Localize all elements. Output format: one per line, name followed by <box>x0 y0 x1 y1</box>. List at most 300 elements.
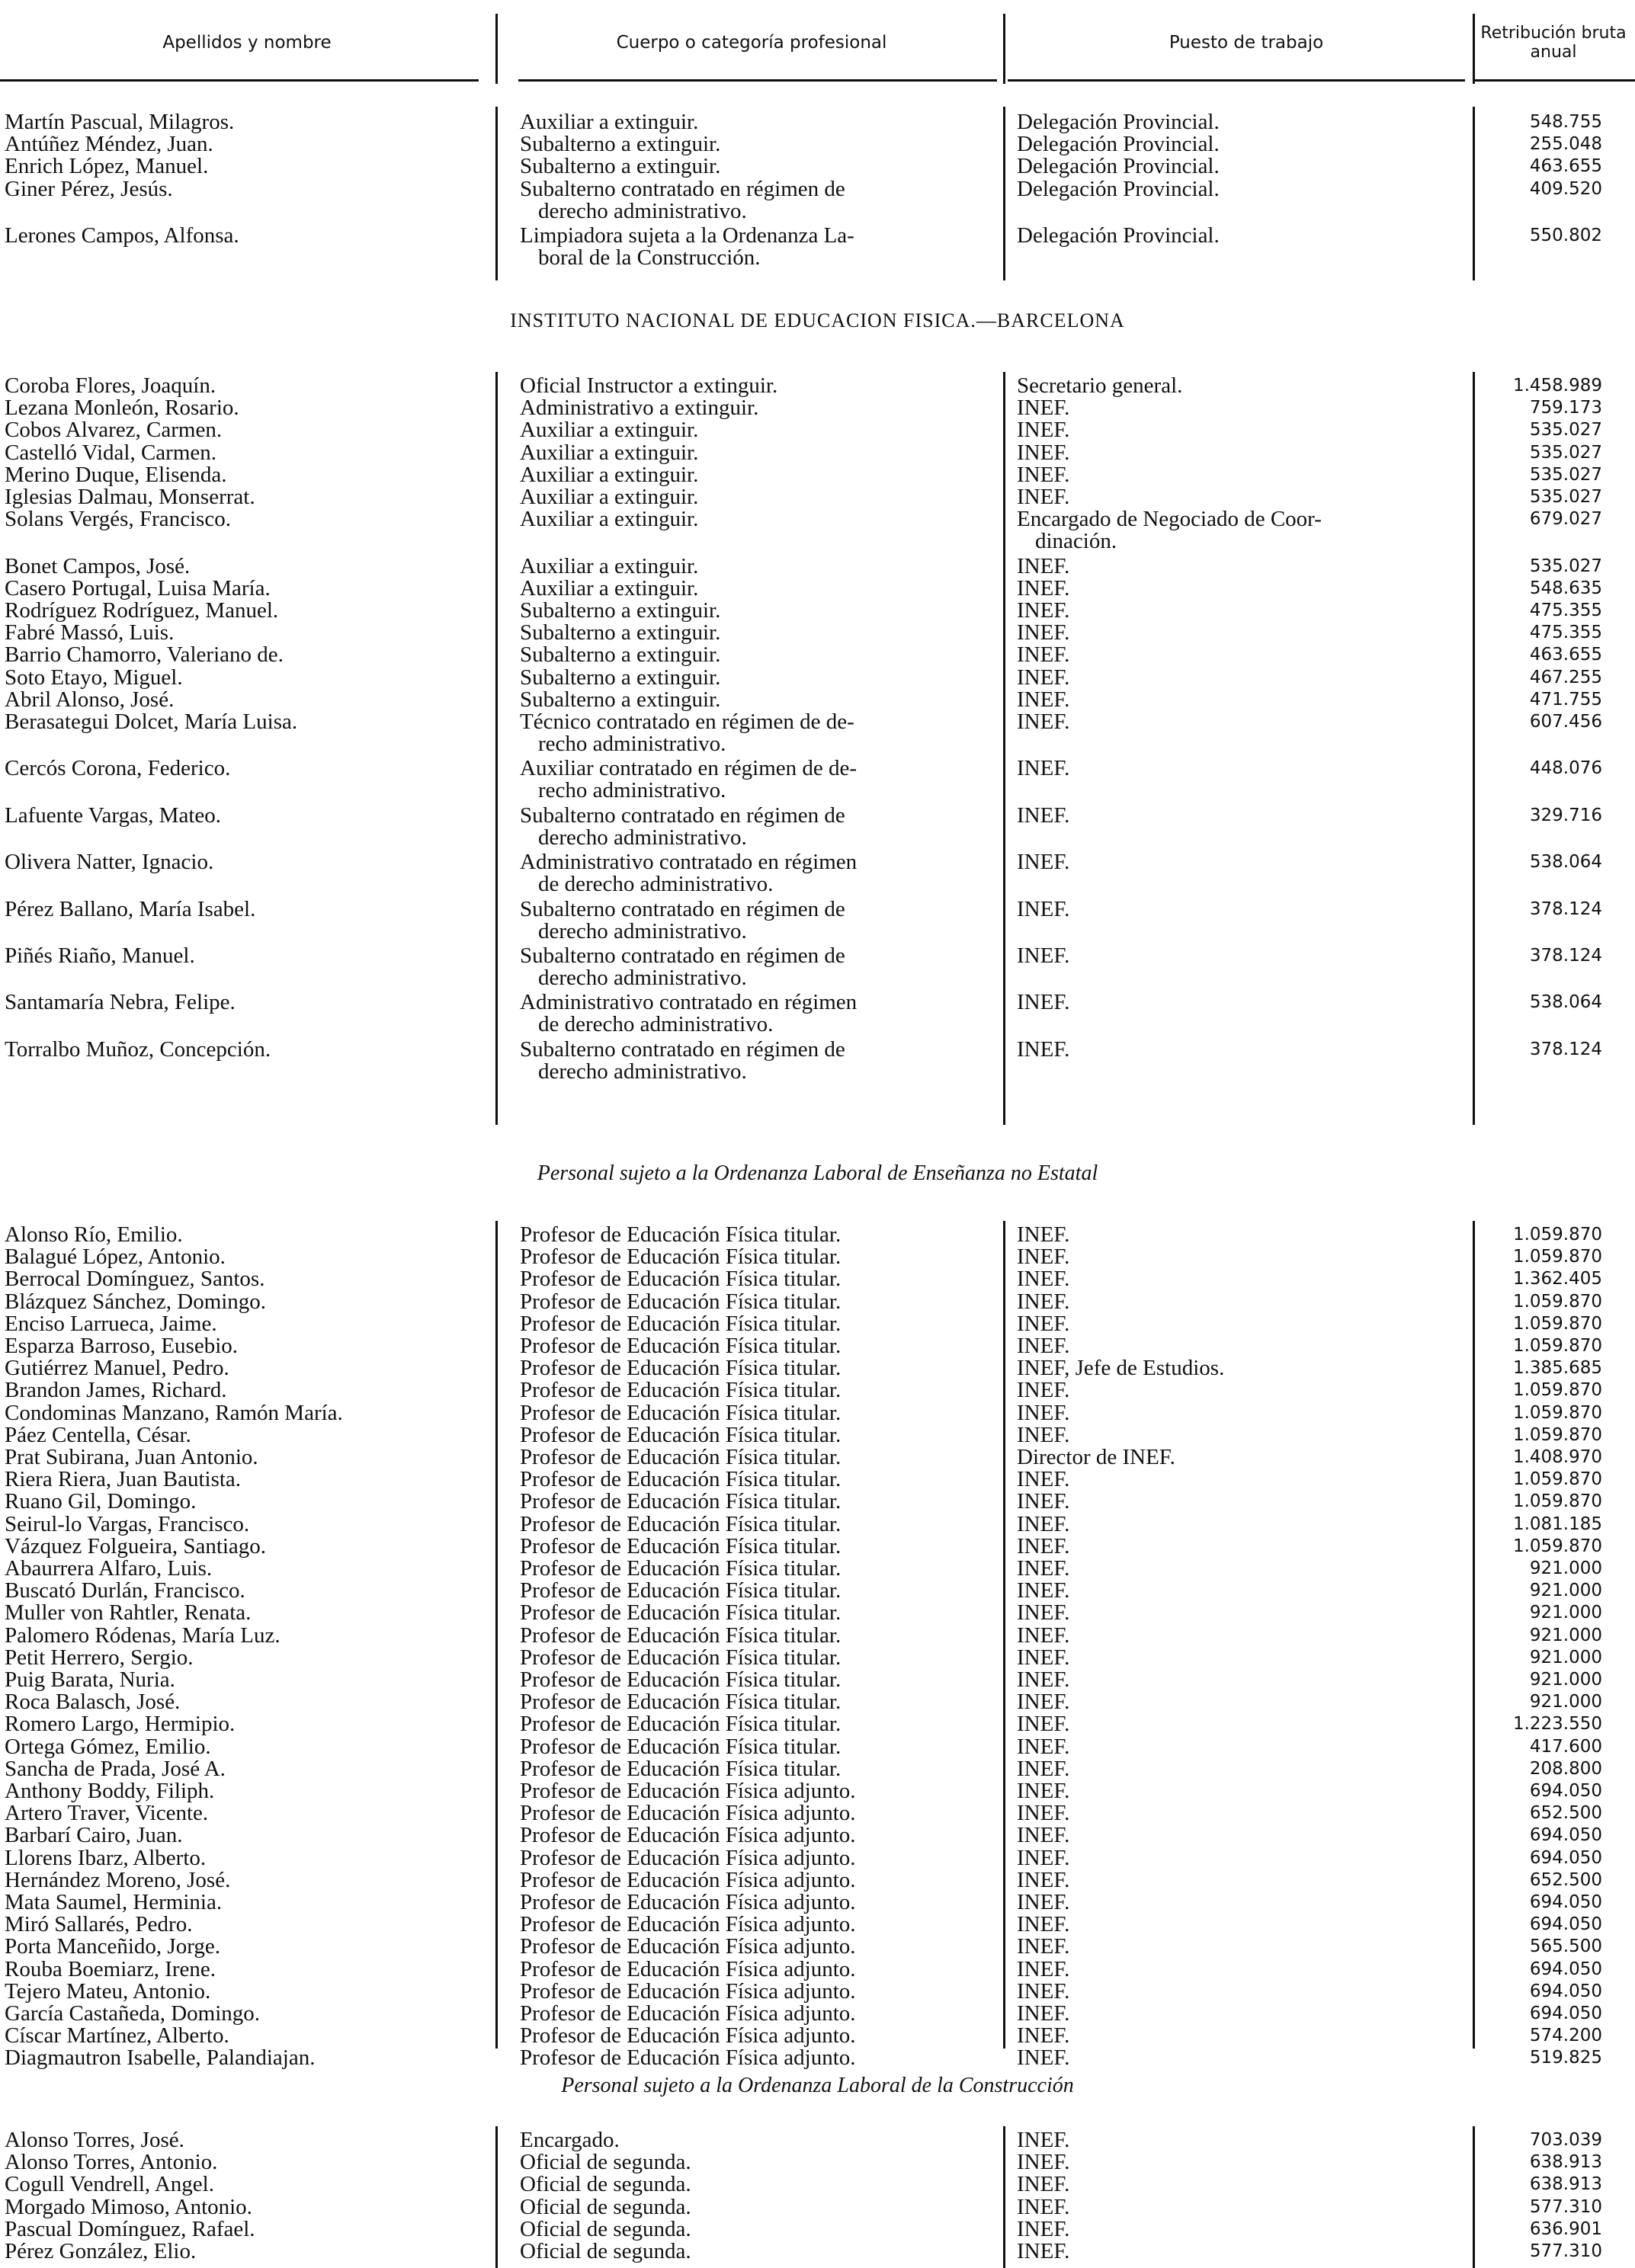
employee-category <box>520 667 1000 689</box>
annual-pay: 694.050 <box>1529 1825 1602 1846</box>
category-text: Profesor de Educación Física titular. <box>520 1422 842 1447</box>
post-text: INEF. <box>1017 2128 1070 2152</box>
annual-pay: 1.059.870 <box>1512 1402 1602 1423</box>
post-text: INEF. <box>1017 418 1070 443</box>
employee-name: Prat Subirana, Juan Antonio. <box>5 1446 258 1469</box>
post-text: INEF. <box>1017 440 1070 465</box>
category-text: Profesor de Educación Física titular. <box>520 1756 842 1781</box>
employee-name: Alonso Torres, Antonio. <box>5 2151 218 2174</box>
employee-category <box>520 225 1000 269</box>
employee-category <box>520 2174 1000 2196</box>
employee-category <box>520 575 1000 601</box>
employee-category <box>520 945 1000 989</box>
employee-post <box>1017 1291 1467 1313</box>
employee-category <box>520 622 1000 644</box>
category-text: Administrativo contratado en régimen <box>520 850 858 875</box>
post-text: INEF. <box>1017 1845 1070 1870</box>
post-text: INEF. <box>1017 1956 1070 1981</box>
category-text: Subalterno contratado en régimen de <box>520 176 845 201</box>
employee-post <box>1017 1956 1467 1981</box>
category-continuation: derecho administrativo. <box>538 1059 747 1084</box>
employee-name: Blázquez Sánchez, Domingo. <box>5 1290 267 1313</box>
category-text: Profesor de Educación Física adjunto. <box>520 1978 856 2004</box>
category-continuation: recho administrativo. <box>538 778 726 803</box>
employee-post <box>1017 1224 1467 1246</box>
category-text: Profesor de Educación Física titular. <box>520 1533 842 1558</box>
employee-category <box>520 2129 1000 2151</box>
annual-pay: 1.059.870 <box>1512 1247 1602 1267</box>
category-text: Oficial de segunda. <box>520 2216 691 2241</box>
employee-category <box>520 1647 1000 1669</box>
employee-name: Soto Etayo, Miguel. <box>5 666 183 689</box>
employee-category <box>520 758 1000 802</box>
category-text: Limpiadora sujeta a la Ordenanza La- <box>520 223 854 248</box>
annual-pay: 1.059.870 <box>1512 1225 1602 1245</box>
category-text: Profesor de Educación Física titular. <box>520 1645 842 1670</box>
post-text: INEF. <box>1017 687 1070 712</box>
category-text: Subalterno a extinguir. <box>520 642 721 668</box>
category-text: Profesor de Educación Física titular. <box>520 1289 842 1314</box>
post-text: INEF. <box>1017 642 1070 668</box>
annual-pay: 638.913 <box>1529 2152 1602 2173</box>
employee-category <box>520 1533 1000 1558</box>
employee-name: Miró Sallarés, Pedro. <box>5 1914 193 1936</box>
annual-pay: 548.635 <box>1529 578 1602 598</box>
employee-post <box>1017 1469 1467 1491</box>
annual-pay: 208.800 <box>1529 1758 1602 1779</box>
post-text: INEF. <box>1017 396 1070 421</box>
employee-post <box>1017 1602 1467 1624</box>
employee-category <box>520 1625 1000 1647</box>
employee-category <box>520 2003 1000 2025</box>
annual-pay: 550.802 <box>1529 226 1602 245</box>
post-text: INEF. <box>1017 1978 1070 2004</box>
employee-name: Cercós Corona, Federico. <box>5 758 231 780</box>
employee-category <box>520 1424 1000 1446</box>
employee-name: Enrich López, Manuel. <box>5 155 209 178</box>
employee-category <box>520 2025 1000 2047</box>
employee-name: Pérez González, Elio. <box>5 2241 197 2263</box>
category-text: Auxiliar a extinguir. <box>520 575 699 601</box>
annual-pay: 378.124 <box>1529 1039 1602 1059</box>
employee-category <box>520 1602 1000 1624</box>
employee-category <box>520 600 1000 622</box>
post-text: INEF. <box>1017 1400 1070 1425</box>
header-post: Puesto de trabajo <box>1169 33 1324 53</box>
post-text: INEF. <box>1017 1578 1070 1603</box>
category-text: Subalterno a extinguir. <box>520 687 721 712</box>
column-divider <box>1003 1221 1005 2049</box>
employee-category <box>520 1313 1000 1335</box>
employee-post <box>1017 644 1467 666</box>
employee-post <box>1017 2047 1467 2069</box>
header-rule <box>518 79 997 82</box>
annual-pay: 1.458.989 <box>1512 376 1602 396</box>
annual-pay: 1.059.870 <box>1512 1336 1602 1356</box>
post-text: INEF. <box>1017 1533 1070 1558</box>
employee-category <box>520 991 1000 1036</box>
post-text: INEF, Jefe de Estudios. <box>1017 1356 1225 1381</box>
annual-pay: 921.000 <box>1529 1692 1602 1712</box>
employee-name: Casero Portugal, Luisa María. <box>5 577 271 600</box>
employee-post <box>1017 1036 1467 1062</box>
employee-name: Anthony Boddy, Filiph. <box>5 1780 215 1802</box>
employee-category <box>520 1736 1000 1758</box>
annual-pay: 921.000 <box>1529 1670 1602 1690</box>
post-continuation: dinación. <box>1035 529 1117 554</box>
annual-pay: 679.027 <box>1529 509 1602 530</box>
employee-name: Fabré Massó, Luis. <box>5 622 175 645</box>
employee-name: Sancha de Prada, José A. <box>5 1757 226 1780</box>
annual-pay: 1.223.550 <box>1512 1714 1602 1735</box>
employee-category <box>520 1335 1000 1357</box>
post-text: INEF. <box>1017 1934 1070 1959</box>
category-text: Profesor de Educación Física titular. <box>520 1489 842 1514</box>
employee-post <box>1017 1736 1467 1758</box>
annual-pay: 1.385.685 <box>1512 1358 1602 1379</box>
employee-name: Muller von Rahtler, Renata. <box>5 1602 252 1625</box>
employee-category <box>520 1036 1000 1084</box>
category-text: Profesor de Educación Física adjunto. <box>520 1779 856 1803</box>
employee-name: Seirul-lo Vargas, Francisco. <box>5 1513 250 1536</box>
annual-pay: 471.755 <box>1529 689 1602 710</box>
employee-category <box>520 689 1000 711</box>
employee-post <box>1017 111 1467 133</box>
employee-name: Mata Saumel, Herminia. <box>5 1892 223 1914</box>
category-text: Profesor de Educación Física adjunto. <box>520 2001 856 2026</box>
employee-category <box>520 1491 1000 1513</box>
employee-post <box>1017 155 1467 178</box>
employee-post <box>1017 991 1467 1014</box>
employee-post <box>1017 1869 1467 1892</box>
header-rule <box>1475 79 1635 82</box>
employee-post <box>1017 2196 1467 2218</box>
employee-category <box>520 442 1000 464</box>
employee-post <box>1017 1713 1467 1735</box>
employee-category <box>520 1379 1000 1401</box>
employee-name: Porta Manceñido, Jorge. <box>5 1936 220 1959</box>
column-divider <box>1003 372 1005 1125</box>
annual-pay: 921.000 <box>1529 1647 1602 1667</box>
post-text: INEF. <box>1017 1712 1070 1737</box>
category-text: Profesor de Educación Física titular. <box>520 1623 842 1648</box>
employee-post <box>1017 1511 1467 1536</box>
post-text: INEF. <box>1017 1734 1070 1759</box>
employee-post <box>1017 1491 1467 1513</box>
employee-name: Antúñez Méndez, Juan. <box>5 133 213 156</box>
category-text: Profesor de Educación Física adjunto. <box>520 1956 856 1981</box>
post-text: INEF. <box>1017 1801 1070 1826</box>
column-divider <box>1473 2126 1475 2268</box>
employee-category <box>520 1402 1000 1424</box>
employee-name: Tejero Mateu, Antonio. <box>5 1980 211 2003</box>
employee-post <box>1017 442 1467 464</box>
column-divider <box>495 14 498 84</box>
category-text: Profesor de Educación Física adjunto. <box>520 2023 856 2049</box>
annual-pay: 535.027 <box>1529 464 1602 485</box>
employee-category <box>520 1558 1000 1580</box>
employee-category <box>520 1824 1000 1847</box>
employee-name: Alonso Río, Emilio. <box>5 1224 183 1246</box>
annual-pay: 463.655 <box>1529 156 1602 177</box>
employee-name: Ortega Gómez, Emilio. <box>5 1735 211 1758</box>
employee-category <box>520 1780 1000 1802</box>
category-text: Profesor de Educación Física titular. <box>520 1511 842 1536</box>
annual-pay: 703.039 <box>1529 2130 1602 2150</box>
post-text: INEF. <box>1017 1690 1070 1715</box>
category-continuation: de derecho administrativo. <box>538 1012 774 1037</box>
column-divider <box>1473 107 1475 280</box>
category-text: Profesor de Educación Física titular. <box>520 1356 842 1381</box>
annual-pay: 921.000 <box>1529 1558 1602 1578</box>
column-divider <box>495 2126 498 2268</box>
post-text: INEF. <box>1017 2150 1070 2175</box>
category-text: Profesor de Educación Física adjunto. <box>520 2045 856 2071</box>
header-rule <box>0 79 479 82</box>
category-continuation: derecho administrativo. <box>538 966 747 990</box>
employee-name: Berrocal Domínguez, Santos. <box>5 1268 265 1291</box>
employee-category <box>520 1758 1000 1780</box>
employee-category <box>520 397 1000 419</box>
employee-post <box>1017 1758 1467 1780</box>
header-pay: Retribución bruta anual <box>1480 24 1627 62</box>
post-text: INEF. <box>1017 710 1070 734</box>
annual-pay: 548.755 <box>1529 112 1602 132</box>
category-text: Auxiliar a extinguir. <box>520 553 699 578</box>
employee-post <box>1017 575 1467 601</box>
category-text: Auxiliar a extinguir. <box>520 462 699 487</box>
category-text: Profesor de Educación Física titular. <box>520 1556 842 1581</box>
employee-name: Hernández Moreno, José. <box>5 1869 231 1892</box>
employee-name: Torralbo Muñoz, Concepción. <box>5 1038 271 1061</box>
category-continuation: derecho administrativo. <box>538 198 747 223</box>
employee-name: Lafuente Vargas, Mateo. <box>5 804 221 827</box>
employee-category <box>520 464 1000 486</box>
employee-post <box>1017 1558 1467 1580</box>
category-text: Administrativo a extinguir. <box>520 396 759 421</box>
post-text: INEF. <box>1017 1600 1070 1626</box>
employee-name: Bonet Campos, José. <box>5 555 191 578</box>
post-text: Delegación Provincial. <box>1017 110 1220 134</box>
category-text: Auxiliar a extinguir. <box>520 507 699 532</box>
employee-name: Cogull Vendrell, Angel. <box>5 2174 214 2196</box>
category-text: Auxiliar a extinguir. <box>520 418 699 443</box>
employee-category <box>520 111 1000 133</box>
category-text: Subalterno a extinguir. <box>520 132 721 157</box>
category-text: Profesor de Educación Física titular. <box>520 1734 842 1759</box>
employee-name: Iglesias Dalmau, Monserrat. <box>5 486 255 508</box>
category-text: Auxiliar a extinguir. <box>520 440 699 465</box>
annual-pay: 475.355 <box>1529 623 1602 643</box>
employee-post <box>1017 1691 1467 1713</box>
post-text: INEF. <box>1017 1823 1070 1848</box>
employee-name: Castelló Vidal, Carmen. <box>5 441 217 464</box>
employee-category <box>520 1268 1000 1290</box>
employee-name: Rodríguez Rodríguez, Manuel. <box>5 600 279 622</box>
employee-name: Coroba Flores, Joaquín. <box>5 375 216 397</box>
column-divider <box>1473 372 1475 1125</box>
employee-category <box>520 1978 1000 2004</box>
category-text: Profesor de Educación Física titular. <box>520 1578 842 1603</box>
employee-name: Alonso Torres, José. <box>5 2129 184 2151</box>
post-text: INEF. <box>1017 1334 1070 1358</box>
category-text: Oficial Instructor a extinguir. <box>520 373 778 398</box>
employee-category <box>520 644 1000 666</box>
category-text: Profesor de Educación Física titular. <box>520 1690 842 1715</box>
post-text: INEF. <box>1017 1623 1070 1648</box>
category-text: Profesor de Educación Física titular. <box>520 1245 842 1270</box>
employee-post <box>1017 1424 1467 1446</box>
category-continuation: recho administrativo. <box>538 732 726 756</box>
header-rule <box>1008 79 1465 82</box>
employee-post <box>1017 1892 1467 1914</box>
annual-pay: 535.027 <box>1529 556 1602 576</box>
post-text: INEF. <box>1017 1036 1070 1062</box>
employee-post <box>1017 1357 1467 1379</box>
annual-pay: 694.050 <box>1529 1847 1602 1868</box>
employee-post <box>1017 1802 1467 1824</box>
employee-category <box>520 178 1000 223</box>
employee-post <box>1017 2025 1467 2047</box>
category-text: Profesor de Educación Física titular. <box>520 1311 842 1336</box>
employee-name: García Castañeda, Domingo. <box>5 2003 261 2025</box>
employee-name: Solans Vergés, Francisco. <box>5 508 231 531</box>
employee-name: Buscató Durlán, Francisco. <box>5 1580 245 1603</box>
employee-post <box>1017 1313 1467 1335</box>
category-text: Encargado. <box>520 2128 620 2152</box>
employee-post <box>1017 711 1467 733</box>
annual-pay: 652.500 <box>1529 1803 1602 1824</box>
annual-pay: 694.050 <box>1529 1781 1602 1801</box>
post-text: Delegación Provincial. <box>1017 223 1220 248</box>
post-text: INEF. <box>1017 756 1070 781</box>
category-text: Profesor de Educación Física titular. <box>520 1400 842 1425</box>
column-divider <box>1003 107 1005 280</box>
annual-pay: 535.027 <box>1529 420 1602 440</box>
category-text: Profesor de Educación Física titular. <box>520 1445 842 1469</box>
employee-name: Pérez Ballano, María Isabel. <box>5 898 256 921</box>
employee-post <box>1017 133 1467 155</box>
post-text: INEF. <box>1017 1245 1070 1270</box>
annual-pay: 378.124 <box>1529 946 1602 966</box>
employee-name: Puig Barata, Nuria. <box>5 1669 175 1691</box>
employee-name: Santamaría Nebra, Felipe. <box>5 991 236 1014</box>
employee-post <box>1017 851 1467 873</box>
column-divider <box>1473 1221 1475 2049</box>
annual-pay: 577.310 <box>1529 2241 1602 2261</box>
annual-pay: 519.825 <box>1529 2048 1602 2068</box>
employee-name: Merino Duque, Elisenda. <box>5 463 227 486</box>
employee-name: Barbarí Cairo, Juan. <box>5 1824 183 1847</box>
employee-name: Palomero Ródenas, María Luz. <box>5 1624 281 1647</box>
employee-category <box>520 1802 1000 1824</box>
post-text: INEF. <box>1017 1422 1070 1447</box>
employee-name: Roca Balasch, José. <box>5 1691 181 1714</box>
employee-name: Cobos Alvarez, Carmen. <box>5 419 223 442</box>
annual-pay: 255.048 <box>1529 134 1602 155</box>
employee-name: Rouba Boemiarz, Irene. <box>5 1958 216 1981</box>
post-text: Delegación Provincial. <box>1017 154 1220 179</box>
employee-post <box>1017 1446 1467 1469</box>
table-header <box>0 0 1635 85</box>
employee-post <box>1017 758 1467 780</box>
category-text: Subalterno a extinguir. <box>520 154 721 179</box>
post-text: INEF. <box>1017 1489 1070 1514</box>
category-text: Profesor de Educación Física titular. <box>520 1600 842 1626</box>
category-continuation: derecho administrativo. <box>538 918 747 943</box>
category-text: Profesor de Educación Física titular. <box>520 1334 842 1358</box>
header-category: Cuerpo o categoría profesional <box>616 33 887 53</box>
employee-name: Abaurrera Alfaro, Luis. <box>5 1558 213 1580</box>
employee-category <box>520 486 1000 508</box>
post-text: INEF. <box>1017 575 1070 601</box>
employee-post <box>1017 1780 1467 1802</box>
employee-category <box>520 553 1000 578</box>
employee-post <box>1017 508 1467 553</box>
employee-post <box>1017 397 1467 419</box>
annual-pay: 607.456 <box>1529 712 1602 732</box>
employee-category <box>520 896 1000 943</box>
category-text: Profesor de Educación Física titular. <box>520 1712 842 1737</box>
category-text: Profesor de Educación Física adjunto. <box>520 1801 856 1826</box>
employee-name: Balagué López, Antonio. <box>5 1246 226 1269</box>
annual-pay: 636.901 <box>1529 2218 1602 2239</box>
column-divider <box>1003 2126 1005 2268</box>
annual-pay: 1.408.970 <box>1512 1447 1602 1467</box>
employee-post <box>1017 464 1467 486</box>
employee-category <box>520 1847 1000 1869</box>
annual-pay: 463.655 <box>1529 645 1602 665</box>
employee-category <box>520 1914 1000 1936</box>
annual-pay: 1.059.870 <box>1512 1313 1602 1334</box>
employee-category <box>520 1713 1000 1735</box>
category-text: Profesor de Educación Física titular. <box>520 1222 842 1247</box>
category-text: Profesor de Educación Física adjunto. <box>520 1890 856 1914</box>
employee-post <box>1017 553 1467 578</box>
employee-category <box>520 851 1000 895</box>
post-text: INEF. <box>1017 1289 1070 1314</box>
post-text: INEF. <box>1017 1222 1070 1247</box>
section-title-inef: INSTITUTO NACIONAL DE EDUCACION FISICA.—BARCELONA <box>510 309 1125 332</box>
employee-category <box>520 1956 1000 1981</box>
employee-name: Riera Riera, Juan Bautista. <box>5 1469 242 1491</box>
category-text: Oficial de segunda. <box>520 2194 691 2219</box>
employee-post <box>1017 375 1467 397</box>
employee-category <box>520 1669 1000 1691</box>
employee-name: Lezana Monleón, Rosario. <box>5 397 239 420</box>
annual-pay: 329.716 <box>1529 805 1602 825</box>
category-text: Subalterno a extinguir. <box>520 620 721 645</box>
column-divider <box>495 107 498 280</box>
category-text: Profesor de Educación Física adjunto. <box>520 1912 856 1937</box>
employee-post <box>1017 1580 1467 1602</box>
employee-post <box>1017 1625 1467 1647</box>
post-text: INEF. <box>1017 485 1070 509</box>
section-title-construccion: Personal sujeto a la Ordenanza Laboral de la Construcción <box>561 2074 1074 2097</box>
post-text: INEF. <box>1017 665 1070 690</box>
employee-post <box>1017 667 1467 689</box>
annual-pay: 921.000 <box>1529 1603 1602 1623</box>
annual-pay: 694.050 <box>1529 1892 1602 1912</box>
category-text: Subalterno contratado en régimen de <box>520 1036 845 1062</box>
employee-name: Enciso Larrueca, Jaime. <box>5 1312 217 1335</box>
annual-pay: 1.059.870 <box>1512 1469 1602 1490</box>
post-text: INEF. <box>1017 1311 1070 1336</box>
employee-post <box>1017 1268 1467 1290</box>
employee-name: Artero Traver, Vicente. <box>5 1802 209 1825</box>
annual-pay: 1.059.870 <box>1512 1491 1602 1512</box>
post-text: INEF. <box>1017 1556 1070 1581</box>
